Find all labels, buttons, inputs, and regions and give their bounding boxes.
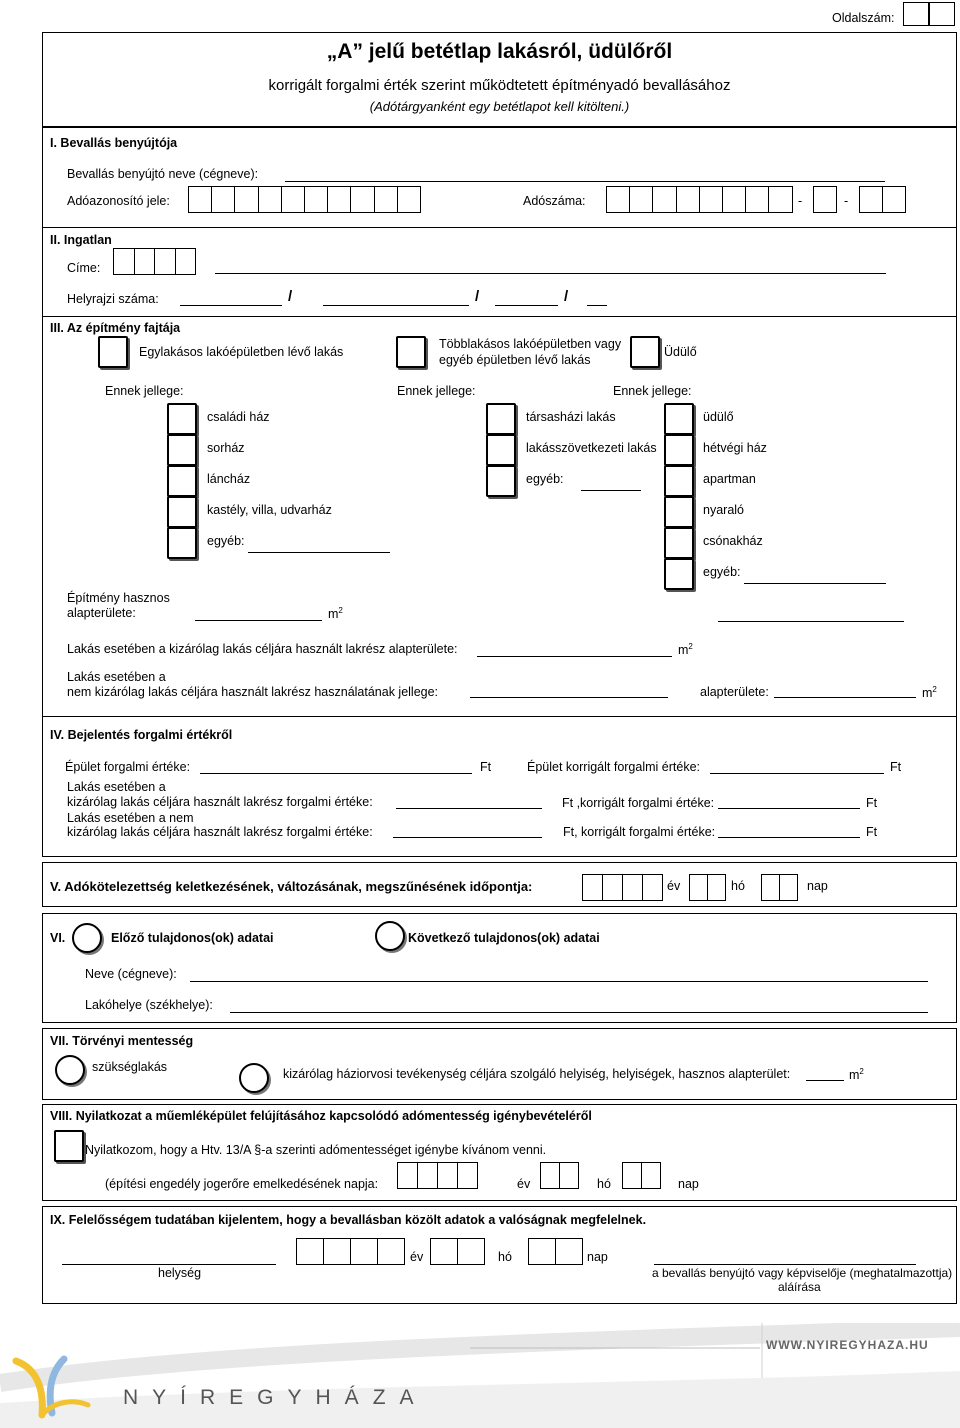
address-label: Címe: — [67, 261, 101, 275]
exclusive-area-field[interactable] — [477, 656, 672, 657]
signature-year-box-4[interactable] — [377, 1238, 405, 1265]
emergency-dwelling-label: szükséglakás — [92, 1060, 168, 1074]
holiday-nature-checkbox-5[interactable] — [664, 527, 694, 559]
tax-number-box-7[interactable] — [745, 186, 769, 213]
permit-year-box-1[interactable] — [397, 1162, 418, 1189]
multi-nature-checkbox-2[interactable] — [486, 434, 516, 466]
holiday-nature-label-5: csónakház — [703, 534, 763, 548]
owner-name-field[interactable] — [190, 981, 928, 982]
emergency-dwelling-radio[interactable] — [55, 1055, 85, 1085]
building-corrected-label: Épület korrigált forgalmi értéke: — [527, 760, 700, 774]
signature-month-box-1[interactable] — [430, 1238, 458, 1265]
signature-day-box-1[interactable] — [528, 1238, 556, 1265]
nonexclusive-value-label-2: kizárólag lakás céljára használt lakrész forgalmi értéke: — [67, 825, 373, 839]
form-subnote: (Adótárgyanként egy betétlapot kell kitölteni.) — [369, 99, 630, 114]
nonexclusive-area-label: alapterülete: — [700, 685, 769, 699]
month-box-2[interactable] — [707, 874, 726, 901]
single-nature-checkbox-2[interactable] — [167, 434, 197, 466]
tax-id-box-9[interactable] — [374, 186, 398, 213]
type-single-dwelling-label: Egylakásos lakóépületben lévő lakás — [139, 345, 344, 359]
type-multi-dwelling-checkbox[interactable] — [396, 336, 426, 368]
tax-id-box-10[interactable] — [397, 186, 421, 213]
exclusive-area-unit: $m^2$ — [678, 642, 693, 658]
single-nature-checkbox-5[interactable] — [167, 527, 197, 559]
day-box-1[interactable] — [761, 874, 780, 901]
section-7-heading: VII. Törvényi mentesség — [50, 1034, 194, 1048]
signature-field[interactable] — [654, 1264, 916, 1265]
day-box-2[interactable] — [779, 874, 798, 901]
postal-code-box-3[interactable] — [154, 248, 176, 275]
holiday-nature-checkbox-3[interactable] — [664, 465, 694, 497]
divider — [42, 716, 957, 717]
postal-code-box-2[interactable] — [134, 248, 156, 275]
permit-date-label: (építési engedély jogerőre emelkedésének napja: — [105, 1177, 379, 1191]
nonexclusive-use-field[interactable] — [470, 697, 668, 698]
tax-number-end-box-1[interactable] — [859, 186, 883, 213]
section-2-heading: II. Ingatlan — [50, 233, 112, 247]
parcel-number-label: Helyrajzi száma: — [67, 292, 159, 306]
monument-exemption-checkbox[interactable] — [54, 1130, 84, 1162]
page-number-box-1[interactable] — [903, 2, 929, 26]
nonexclusive-value-label-1: Lakás esetében a nem — [67, 811, 194, 825]
parcel-field-4[interactable] — [587, 305, 607, 306]
permit-day-box-1[interactable] — [622, 1162, 642, 1189]
page-number-label: Oldalszám: — [832, 11, 895, 25]
exclusive-area-label: Lakás esetében a kizárólag lakás céljára használt lakrész alapterülete: — [67, 642, 458, 656]
tax-id-box-2[interactable] — [211, 186, 235, 213]
year-box-3[interactable] — [622, 874, 643, 901]
nonexclusive-corrected-field[interactable] — [718, 837, 860, 838]
multi-nature-label-2: lakásszövetkezeti lakás — [526, 441, 657, 455]
multi-nature-label-1: társasházi lakás — [526, 410, 616, 424]
gp-premises-radio[interactable] — [239, 1063, 269, 1093]
multi-nature-checkbox-1[interactable] — [486, 403, 516, 435]
permit-day-box-2[interactable] — [641, 1162, 661, 1189]
footer-url: WWW.NYIREGYHAZA.HU — [766, 1338, 929, 1352]
holiday-nature-checkbox-2[interactable] — [664, 434, 694, 466]
address-field[interactable] — [215, 273, 886, 274]
gp-premises-area-unit: $m^2$ — [849, 1067, 864, 1083]
section-9-heading: IX. Felelősségem tudatában kijelentem, hogy a bevallásban közölt adatok a valóságnak megfelelnek. — [50, 1213, 647, 1227]
usable-area-label-1: Építmény hasznos — [67, 591, 170, 605]
signature-day-label: nap — [587, 1250, 608, 1264]
permit-month-label: hó — [597, 1177, 611, 1191]
parcel-slash-3: / — [564, 288, 569, 305]
section-8-heading: VIII. Nyilatkozat a műemléképület felújításához kapcsolódó adómentesség igénybevételéről — [50, 1109, 592, 1123]
single-nature-label-2: sorház — [207, 441, 245, 455]
tax-number-box-4[interactable] — [676, 186, 700, 213]
nonexclusive-corrected-label: Ft, korrigált forgalmi értéke: — [563, 825, 716, 839]
usable-area-unit: $m^2$ — [328, 606, 343, 622]
section-6-heading: VI. — [50, 931, 66, 945]
owner-residence-label: Lakóhelye (székhelye): — [85, 998, 213, 1012]
footer-banner — [0, 1323, 960, 1428]
tax-id-label: Adóazonosító jele: — [67, 194, 170, 208]
nature-label-2: Ennek jellege: — [397, 384, 476, 398]
holiday-nature-label-1: üdülő — [703, 410, 734, 424]
permit-year-label: év — [517, 1177, 531, 1191]
building-value-label: Épület forgalmi értéke: — [65, 760, 191, 774]
multi-nature-label-3: egyéb: — [526, 472, 564, 486]
tax-id-box-7[interactable] — [327, 186, 351, 213]
owner-residence-field[interactable] — [230, 1012, 928, 1013]
tax-number-box-1[interactable] — [606, 186, 630, 213]
building-value-field[interactable] — [200, 773, 472, 774]
section-5-heading: V. Adókötelezettség keletkezésének, változásának, megszűnésének időpontja: — [50, 879, 533, 894]
multi-nature-checkbox-3[interactable] — [486, 465, 516, 497]
tax-number-box-3[interactable] — [652, 186, 676, 213]
signature-year-label: év — [410, 1250, 424, 1264]
single-nature-checkbox-3[interactable] — [167, 465, 197, 497]
signature-month-label: hó — [498, 1250, 512, 1264]
section-4-heading: IV. Bejelentés forgalmi értékről — [50, 728, 233, 742]
nonexclusive-area-field[interactable] — [774, 697, 916, 698]
tax-number-dash-2: - — [844, 194, 849, 208]
type-multi-dwelling-label-2: egyéb épületben lévő lakás — [439, 353, 591, 367]
tax-number-box-2[interactable] — [629, 186, 653, 213]
tax-number-box-6[interactable] — [722, 186, 746, 213]
single-nature-label-5: egyéb: — [207, 534, 245, 548]
nature-label-3: Ennek jellege: — [613, 384, 692, 398]
holiday-nature-label-3: apartman — [703, 472, 756, 486]
year-box-2[interactable] — [602, 874, 623, 901]
place-field[interactable] — [62, 1264, 276, 1265]
single-nature-checkbox-4[interactable] — [167, 496, 197, 528]
holiday-nature-label-2: hétvégi ház — [703, 441, 767, 455]
owner-name-label: Neve (cégneve): — [85, 967, 177, 981]
building-corrected-field[interactable] — [710, 773, 884, 774]
signature-label-2: aláírása — [778, 1280, 821, 1294]
page-number-box-2[interactable] — [929, 2, 955, 26]
holiday-nature-checkbox-6[interactable] — [664, 558, 694, 590]
exclusive-value-field[interactable] — [396, 808, 542, 809]
date-year-label: év — [667, 879, 681, 893]
building-value-ft: Ft — [480, 760, 492, 774]
signature-day-box-2[interactable] — [555, 1238, 583, 1265]
tax-number-end-box-2[interactable] — [882, 186, 906, 213]
permit-day-label: nap — [678, 1177, 699, 1191]
next-owner-radio[interactable] — [375, 921, 405, 951]
signature-year-box-1[interactable] — [296, 1238, 324, 1265]
single-nature-label-3: láncház — [207, 472, 251, 486]
tax-number-mid-box-1[interactable] — [813, 186, 837, 213]
year-box-1[interactable] — [582, 874, 603, 901]
permit-month-box-2[interactable] — [559, 1162, 579, 1189]
form-title: „A” jelű betétlap lakásról, üdülőről — [326, 40, 673, 63]
tax-id-box-1[interactable] — [188, 186, 212, 213]
nature-label-1: Ennek jellege: — [105, 384, 184, 398]
exclusive-corrected-ft: Ft — [866, 796, 878, 810]
exclusive-value-label-1: Lakás esetében a — [67, 780, 166, 794]
filer-name-field[interactable] — [285, 181, 885, 182]
parcel-slash-1: / — [288, 288, 293, 305]
tax-id-box-5[interactable] — [281, 186, 305, 213]
exclusive-corrected-field[interactable] — [718, 808, 860, 809]
parcel-field-3[interactable] — [495, 305, 558, 306]
postal-code-box-1[interactable] — [113, 248, 135, 275]
monument-exemption-statement: Nyilatkozom, hogy a Htv. 13/A §-a szerinti adómentességet igénybe kívánom venni. — [85, 1143, 547, 1157]
tax-id-box-4[interactable] — [258, 186, 282, 213]
permit-year-box-4[interactable] — [457, 1162, 478, 1189]
nonexclusive-area-unit: $m^2$ — [922, 685, 937, 701]
single-nature-label-1: családi ház — [207, 410, 270, 424]
signature-year-box-2[interactable] — [323, 1238, 351, 1265]
postal-code-box-4[interactable] — [175, 248, 197, 275]
building-corrected-ft: Ft — [890, 760, 902, 774]
single-nature-checkbox-1[interactable] — [167, 403, 197, 435]
usable-area-field[interactable] — [195, 620, 322, 621]
tax-id-box-8[interactable] — [350, 186, 374, 213]
permit-month-box-1[interactable] — [540, 1162, 560, 1189]
tax-number-dash-1: - — [798, 194, 803, 208]
nonexclusive-corrected-ft: Ft — [866, 825, 878, 839]
tax-id-box-3[interactable] — [234, 186, 258, 213]
holiday-nature-checkbox-4[interactable] — [664, 496, 694, 528]
holiday-nature-checkbox-1[interactable] — [664, 403, 694, 435]
permit-year-box-3[interactable] — [437, 1162, 458, 1189]
signature-month-box-2[interactable] — [457, 1238, 485, 1265]
nonexclusive-label-2: nem kizárólag lakás céljára használt lakrész használatának jellege: — [67, 685, 439, 699]
parcel-field-2[interactable] — [323, 305, 469, 306]
type-single-dwelling-checkbox[interactable] — [98, 336, 128, 368]
col3-other-field-2[interactable] — [718, 621, 904, 622]
divider — [42, 316, 957, 317]
parcel-slash-2: / — [475, 288, 480, 305]
previous-owner-radio[interactable] — [72, 923, 102, 953]
nyiregyhaza-logo-icon — [4, 1355, 104, 1419]
filer-name-label: Bevallás benyújtó neve (cégneve): — [67, 167, 259, 181]
single-nature-label-4: kastély, villa, udvarház — [207, 503, 332, 517]
parcel-field-1[interactable] — [180, 305, 282, 306]
month-box-1[interactable] — [689, 874, 708, 901]
col2-other-field[interactable] — [581, 490, 641, 491]
date-day-label: nap — [807, 879, 828, 893]
gp-premises-area-field[interactable] — [806, 1080, 844, 1081]
col3-other-field[interactable] — [744, 583, 886, 584]
type-multi-dwelling-label-1: Többlakásos lakóépületben vagy — [439, 337, 622, 351]
exclusive-corrected-label: Ft ,korrigált forgalmi értéke: — [562, 796, 715, 810]
section-1-heading: I. Bevallás benyújtója — [50, 136, 178, 150]
date-month-label: hó — [731, 879, 745, 893]
type-holiday-home-label: Üdülő — [664, 345, 697, 359]
holiday-nature-label-4: nyaraló — [703, 503, 744, 517]
gp-premises-label: kizárólag háziorvosi tevékenység céljára szolgáló helyiség, helyiségek, hasznos alapterület: — [283, 1067, 791, 1081]
holiday-nature-label-6: egyéb: — [703, 565, 741, 579]
footer-city-name: NYÍREGYHÁZA — [123, 1386, 428, 1409]
tax-number-box-5[interactable] — [699, 186, 723, 213]
permit-year-box-2[interactable] — [417, 1162, 438, 1189]
nonexclusive-value-field[interactable] — [393, 837, 542, 838]
year-box-4[interactable] — [642, 874, 663, 901]
nonexclusive-label-1: Lakás esetében a — [67, 670, 166, 684]
tax-number-label: Adószáma: — [523, 194, 586, 208]
exclusive-value-label-2: kizárólag lakás céljára használt lakrész forgalmi értéke: — [67, 795, 373, 809]
type-holiday-home-checkbox[interactable] — [630, 336, 660, 368]
signature-year-box-3[interactable] — [350, 1238, 378, 1265]
divider — [42, 227, 957, 228]
usable-area-label-2: alapterülete: — [67, 606, 136, 620]
tax-number-box-8[interactable] — [768, 186, 792, 213]
tax-id-box-6[interactable] — [304, 186, 328, 213]
previous-owner-label: Előző tulajdonos(ok) adatai — [111, 931, 274, 945]
next-owner-label: Következő tulajdonos(ok) adatai — [408, 931, 600, 945]
signature-label-1: a bevallás benyújtó vagy képviselője (meghatalmazottja) — [652, 1266, 953, 1280]
section-3-heading: III. Az építmény fajtája — [50, 321, 181, 335]
col1-other-field[interactable] — [248, 552, 390, 553]
form-subtitle: korrigált forgalmi érték szerint működtetett építményadó bevallásához — [268, 77, 731, 94]
place-label: helység — [158, 1266, 202, 1280]
